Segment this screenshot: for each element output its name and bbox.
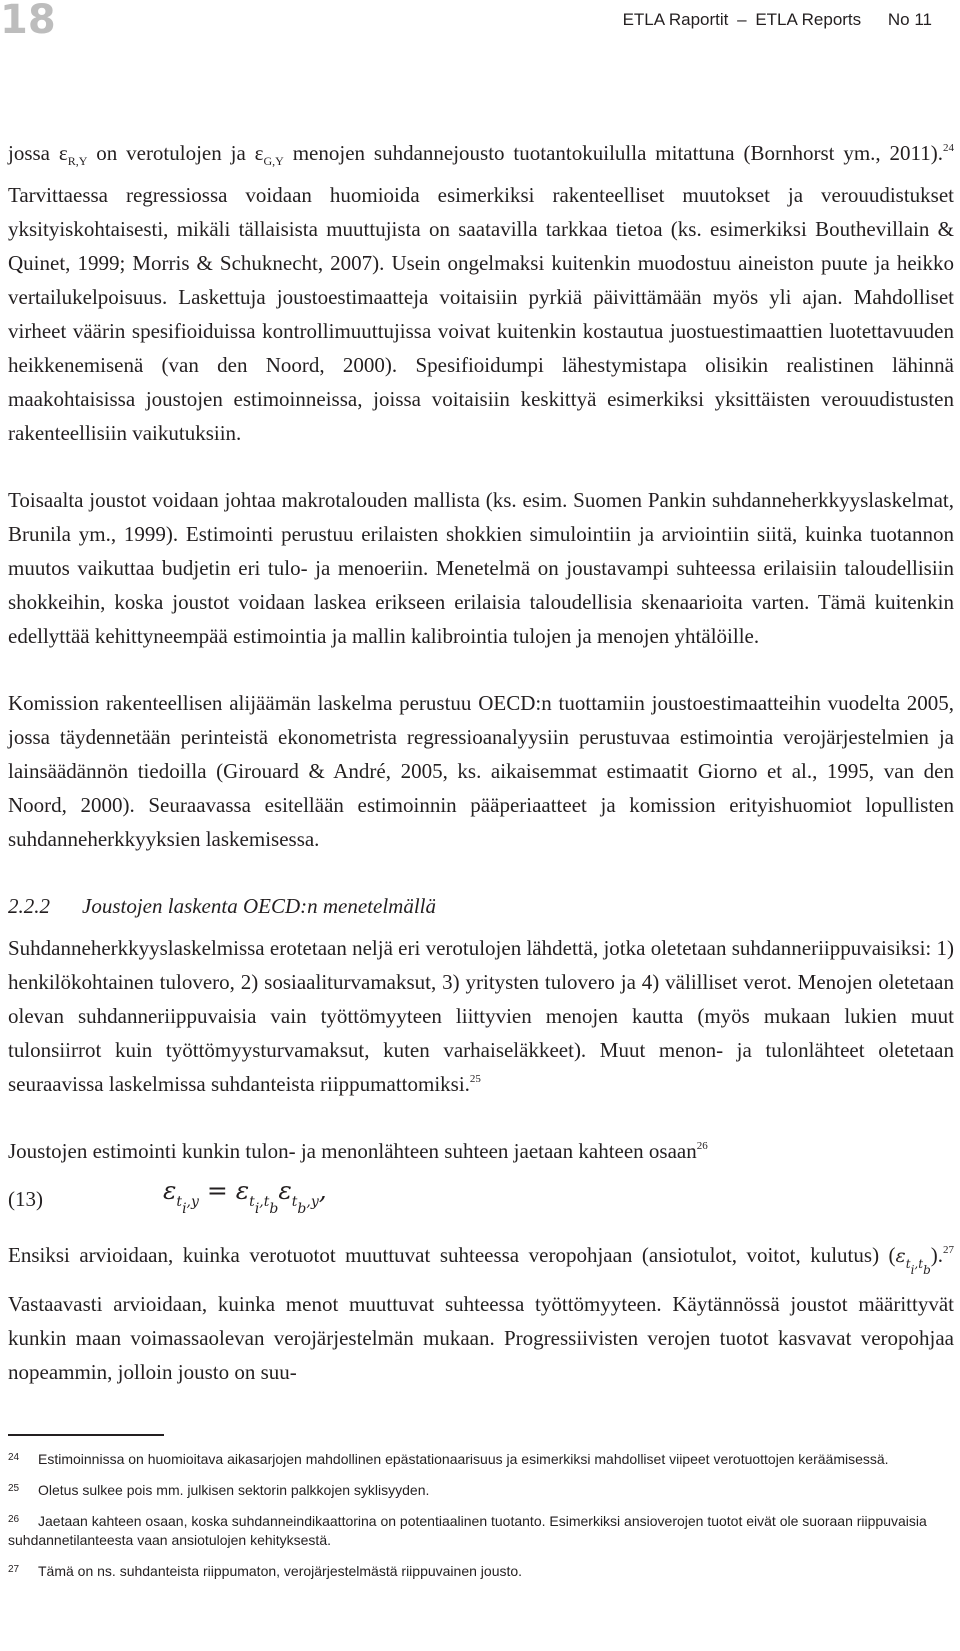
equation-formula xyxy=(163,1174,327,1226)
section-number: 2.2.2 xyxy=(8,894,50,918)
footnote-divider xyxy=(8,1434,164,1436)
publication-title: ETLA Raportit xyxy=(622,10,729,29)
inline-sub-i: i xyxy=(910,1263,915,1277)
paragraph-3: Komission rakenteellisen alijäämän laskelma perustuu OECD:n tuottamiin joustoestimaatteihin vuodelta 2005, jossa täydennetään perinteistä ekonometrista regressioanalyysiin perustuvaa estimointia verojärjestelmien ja lainsäädännön tiedoilla (Girouard & André, 2005, ks. aikaisemmat estimaatit Giorno et al., 1995, van den Noord, 2000). Seuraavassa esitellään estimoinnin pääperiaatteet ja komission erityishuomiot lopullisten suhdanneherkkyyksien laskemisessa. xyxy=(8,691,954,851)
p1-text-a: jossa xyxy=(8,141,59,165)
footnote-ref-26[interactable]: 26 xyxy=(696,1140,708,1152)
running-head xyxy=(623,10,932,30)
eq-r2-y: ,y xyxy=(306,1194,319,1210)
footnote-text: Oletus sulkee pois mm. julkisen sektorin palkkojen syklisyyden. xyxy=(38,1482,430,1498)
inline-epsilon-symbol: ε xyxy=(895,1245,906,1267)
footnote-ref-25[interactable]: 25 xyxy=(469,1073,481,1085)
footnote-number: 26 xyxy=(8,1514,20,1525)
footnote-ref-27[interactable]: 27 xyxy=(943,1244,954,1256)
footnote-text: Estimoinnissa on huomioitava aikasarjojen mahdollinen epästationaarisuus ja esimerkiksi mahdolliset viipeet verotuottojen keräämisessä. xyxy=(38,1451,889,1467)
eq-trail: , xyxy=(318,1176,327,1205)
footnote-text: Tämä on ns. suhdanteista riippumaton, verojärjestelmästä riippuvainen jousto. xyxy=(38,1563,523,1579)
p1-text-c: menojen suhdannejousto tuotantokuilulla mitattuna (Bornhorst ym., 2011). xyxy=(283,141,944,165)
eq-sub-y: ,y xyxy=(186,1194,199,1210)
inline-sub-t: t xyxy=(905,1257,911,1271)
epsilon-gy xyxy=(254,141,284,168)
eq-epsilon-r1: ε xyxy=(235,1176,250,1205)
body-text xyxy=(8,136,954,1389)
p6-text-b: ). xyxy=(930,1243,943,1267)
paragraph-1 xyxy=(8,136,954,450)
eq-epsilon-lhs: ε xyxy=(163,1176,177,1205)
footnote-25 xyxy=(8,1479,954,1500)
inline-sub-tb: ,t xyxy=(914,1257,924,1271)
eq-r2-b: b xyxy=(297,1201,307,1217)
inline-epsilon xyxy=(895,1245,931,1277)
paragraph-4 xyxy=(8,931,954,1101)
eq-r1-b: b xyxy=(269,1201,279,1217)
footnote-number: 25 xyxy=(8,1483,20,1494)
footnote-26 xyxy=(8,1510,954,1550)
p4-text: Suhdanneherkkyyslaskelmissa erotetaan neljä eri verotulojen lähdettä, jotka oletetaan suhdanneriippuvaisiksi: 1) henkilökohtainen tulovero, 2) sosiaaliturvamaksut, 3) yritysten tulovero ja 4) välilliset verot. Menojen oletetaan olevan suhdanneriippuvaisia vain työttömyyteen liittyvien menojen kautta (myös mukaan lukien muut tulonsiirrot kuin työttömyysturvamaksut, kuten varhaiseläkkeet). Muut menon- ja tulonlähteet oletetaan seuraavissa laskelmissa suhdanteista riippumattomiksi. xyxy=(8,936,954,1096)
eq-r2-t: t xyxy=(291,1194,298,1210)
p6-text-a: Ensiksi arvioidaan, kuinka verotuotot muuttuvat suhteessa veropohjaan (ansiotulot, voitot, kulutus) ( xyxy=(8,1243,896,1267)
footnotes xyxy=(8,1448,954,1591)
issue-number: No 11 xyxy=(887,10,932,29)
subscript-gy: G,Y xyxy=(263,154,284,168)
section-title: Joustojen laskenta OECD:n menetelmällä xyxy=(82,894,437,918)
subscript-ry: R,Y xyxy=(67,154,88,168)
footnote-number: 24 xyxy=(8,1452,20,1463)
paragraph-6 xyxy=(8,1238,954,1389)
footnote-number: 27 xyxy=(8,1564,20,1575)
p6-text-c: Vastaavasti arvioidaan, kuinka menot muuttuvat suhteessa työttömyyteen. Käytännössä joustot määrittyvät kunkin maan voimassaolevan verojärjestelmän mukaan. Progressiivisten verojen tuotot kasvavat veropohjaa nopeammin, jolloin jousto on suu- xyxy=(8,1292,954,1384)
epsilon-symbol: ε xyxy=(254,141,264,165)
running-head-separator: – xyxy=(737,10,747,29)
footnote-text: Jaetaan kahteen osaan, koska suhdanneindikaattorina on potentiaalinen tuotanto. Esimerkiksi ansioverojen tuotot eivät ole suoraan riippuvaisia suhdannetilanteesta vaan ansiotulojen kehityksestä. xyxy=(8,1513,927,1548)
eq-r1-t: t xyxy=(249,1194,255,1210)
eq-epsilon-r2: ε xyxy=(278,1176,292,1205)
p1-text-b: on verotulojen ja xyxy=(87,141,255,165)
paragraph-5 xyxy=(8,1134,954,1168)
eq-sub-t: t xyxy=(176,1194,183,1210)
eq-sub-i: i xyxy=(182,1201,187,1217)
section-heading xyxy=(8,889,954,923)
epsilon-symbol: ε xyxy=(58,141,68,165)
p1-text-d: Tarvittaessa regressiossa voidaan huomioida esimerkiksi rakenteelliset muutokset ja verouudistukset yksityiskohtaisesti, mikäli tällaisista muuttujista on saatavilla tarkkaa tietoa (ks. esimerkiksi Bouthevillain & Quinet, 1999; Morris & Schuknecht, 2007). Usein ongelmaksi kuitenkin muodostuu aineiston puute ja heikko vertailukelpoisuus. Laskettuja joustoestimaatteja voitaisiin pyrkiä päivittämään myös yli ajan. Mahdolliset virheet väärin spesifioiduissa kontrollimuuttujissa voivat kuitenkin kostautua juostuestimaattien luotettavuuden heikkenemisenä (van den Noord, 2000). Spesifioidumpi lähestymistapa olisikin realistinen lähinnä maakohtaisissa joustojen estimoinneissa, joissa voitaisiin keskittyä esimerkiksi yksittäisten verouudistusten rakenteellisiin vaikutuksiin. xyxy=(8,183,954,445)
footnote-24 xyxy=(8,1448,954,1469)
publication-title-en: ETLA Reports xyxy=(755,10,862,29)
equation-13 xyxy=(8,1174,954,1224)
eq-equals: = xyxy=(198,1176,236,1205)
page-header xyxy=(0,0,960,44)
eq-r1-tb: ,t xyxy=(259,1194,270,1210)
equation-label: (13) xyxy=(8,1187,43,1211)
footnote-ref-24[interactable]: 24 xyxy=(943,142,955,154)
inline-sub-b: b xyxy=(923,1263,931,1277)
eq-r1-i: i xyxy=(254,1201,260,1217)
page-number: 18 xyxy=(0,0,56,43)
paragraph-2: Toisaalta joustot voidaan johtaa makrotalouden mallista (ks. esim. Suomen Pankin suhdanneherkkyyslaskelmat, Brunila ym., 1999). Estimointi perustuu erilaisten shokkien simulointiin ja arviointiin siitä, kuinka tuotannon muutos vaikuttaa budjetin eri tulo- ja menoeriin. Menetelmä on joustavampi suhteessa erilaisiin taloudellisiin shokkeihin, koska joustot voidaan laskea erikseen erilaisia taloudellisia skenaarioita varten. Tämä kuitenkin edellyttää kehittyneempää estimointia ja mallin kalibrointia tulojen ja menojen yhtälöille. xyxy=(8,488,954,648)
footnote-27 xyxy=(8,1560,954,1581)
epsilon-ry xyxy=(58,141,88,168)
p5-text: Joustojen estimointi kunkin tulon- ja menonlähteen suhteen jaetaan kahteen osaan xyxy=(8,1139,697,1163)
